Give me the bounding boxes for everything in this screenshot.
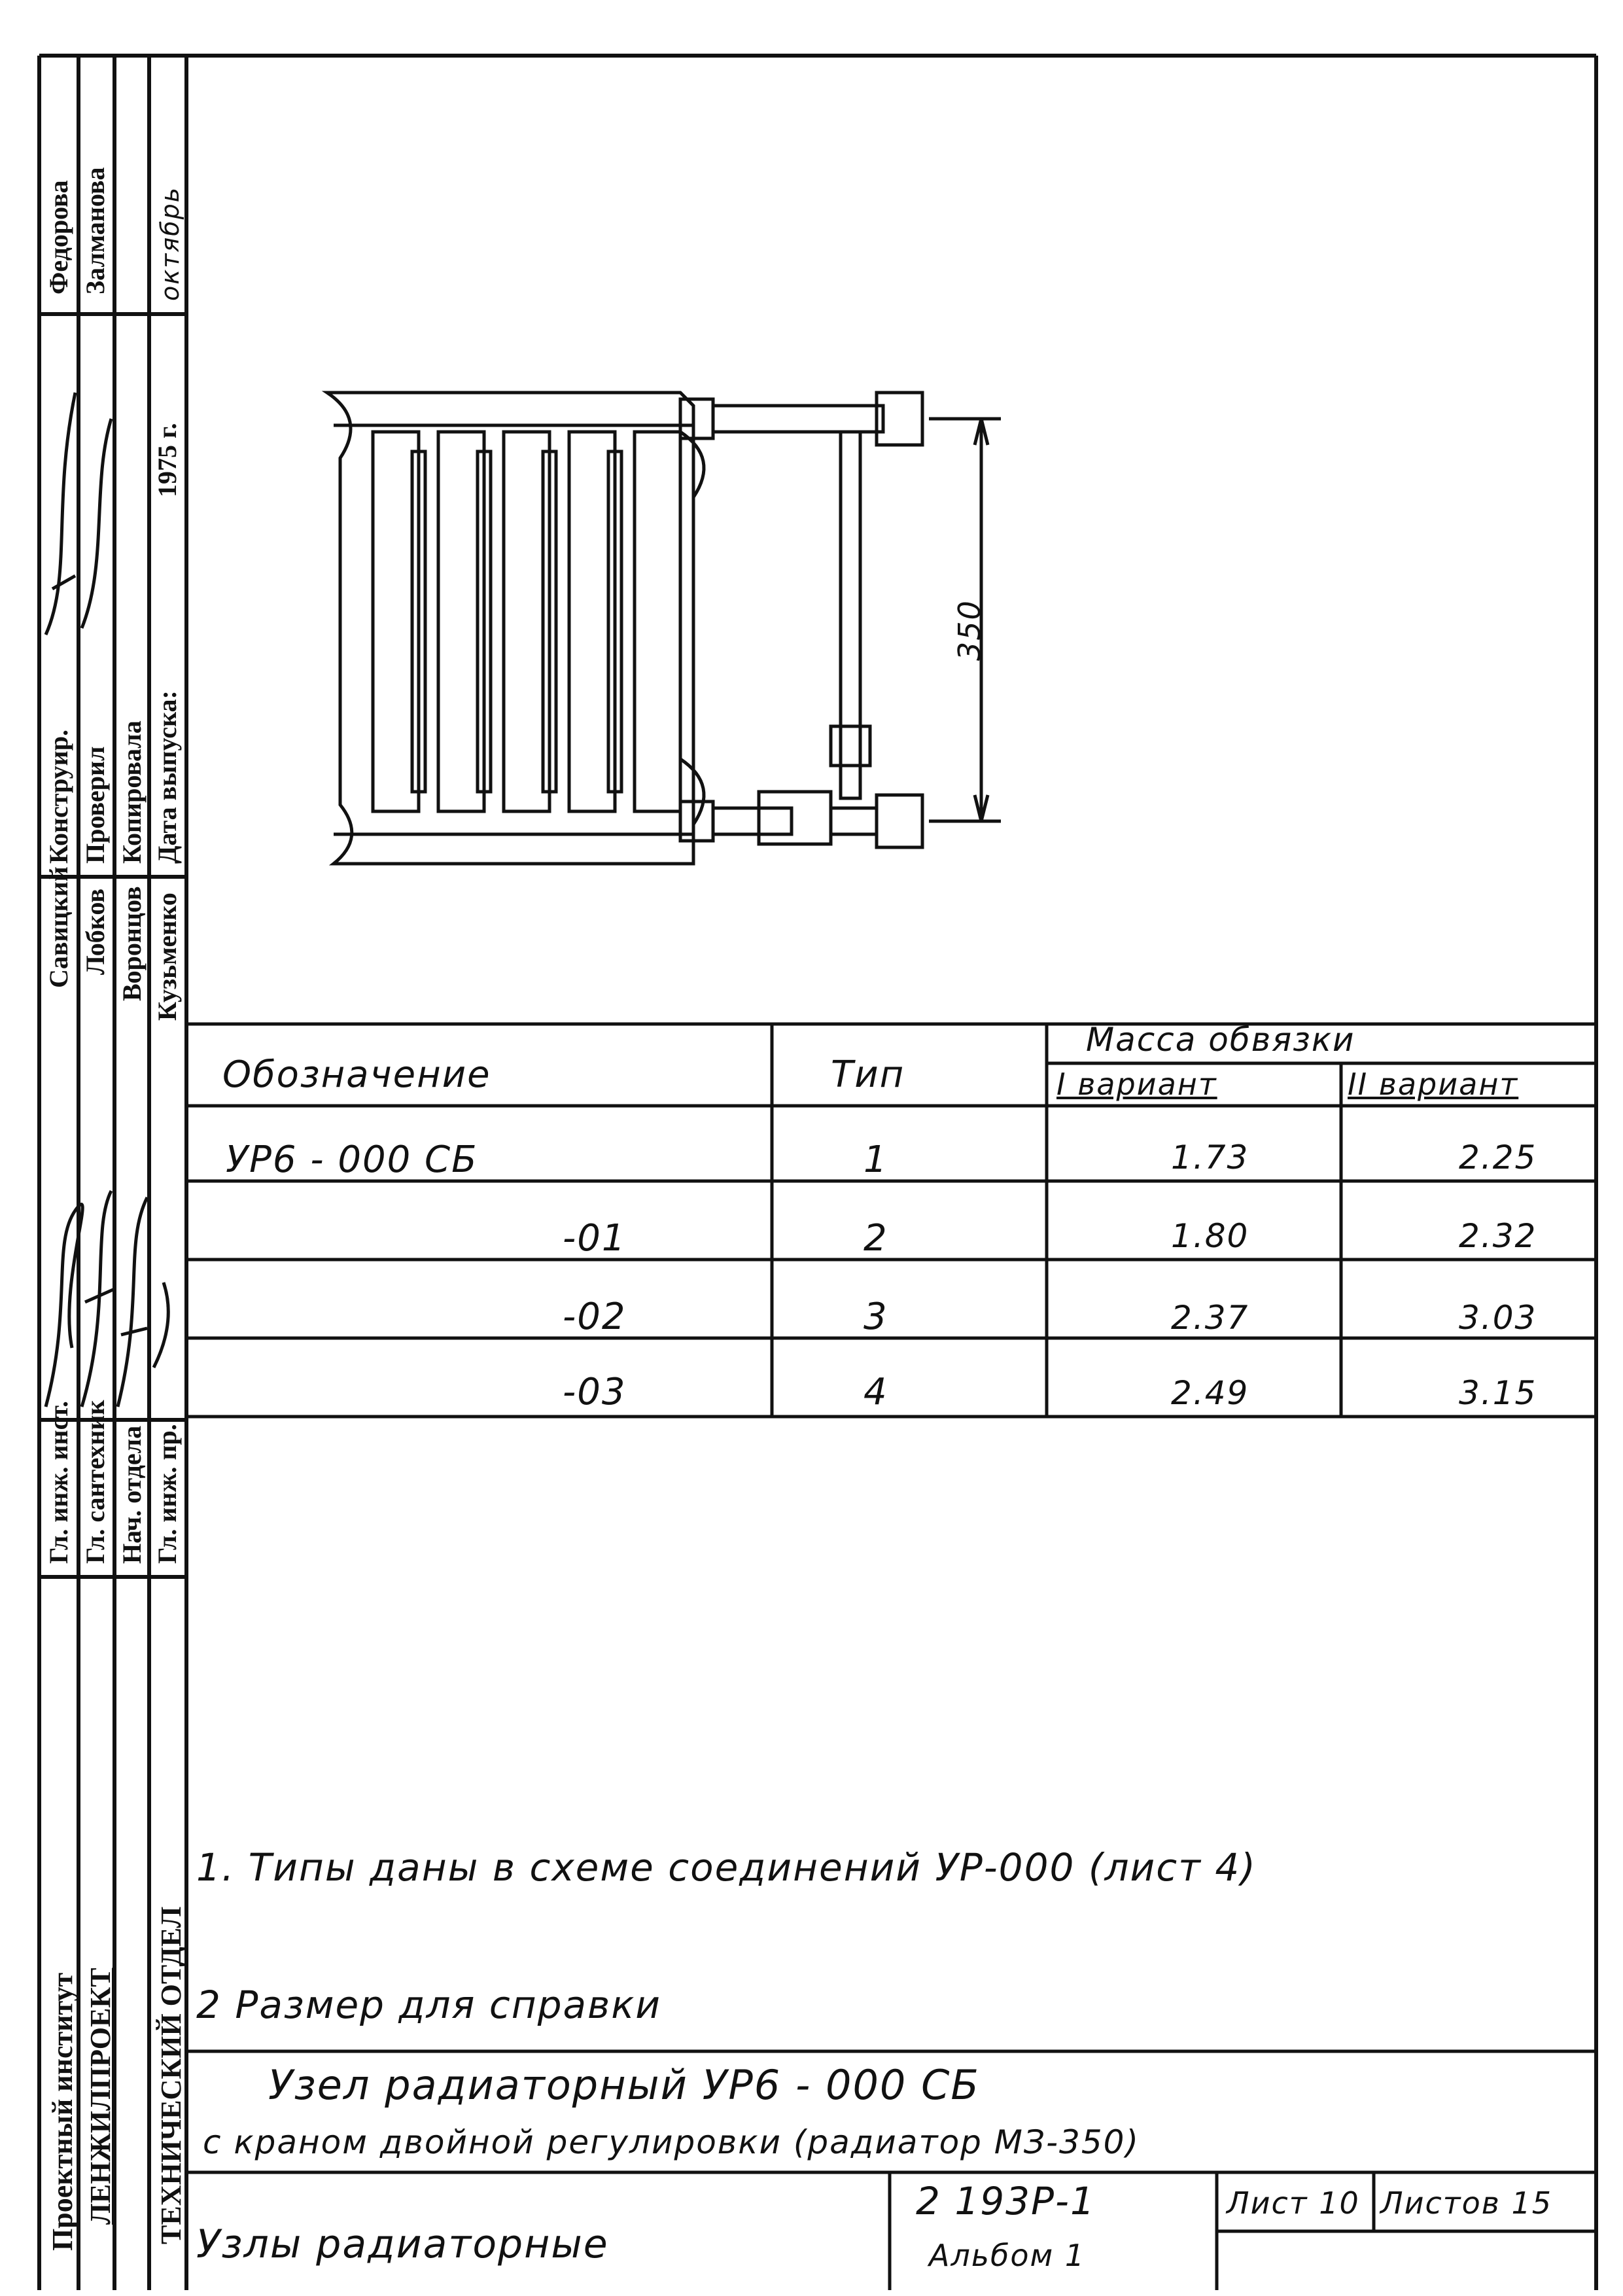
sheets-total: Листов 15 (1380, 2185, 1552, 2221)
stamp-role-4: Гл. инж. пр. (152, 1424, 182, 1564)
header-designation: Обозначение (222, 1053, 491, 1096)
title-line1: Узел радиаторный УР6 - 000 СБ (268, 2061, 980, 2109)
stamp-name-2: Лобков (80, 889, 110, 975)
note-1: 1. Типы даны в схеме соединений УР-000 (лист 4) (196, 1845, 1257, 1890)
stamp-role2-2: Проверил (80, 746, 110, 864)
stamp-institute: Проектный институт (46, 1972, 79, 2251)
row-4-designation: -03 (563, 1371, 627, 1413)
row-1-designation: УР6 - 000 СБ (226, 1139, 478, 1181)
album: Альбом 1 (929, 2238, 1086, 2273)
header-type: Тип (831, 1053, 905, 1096)
row-4-v2: 3.15 (1459, 1374, 1537, 1412)
row-3-designation: -02 (563, 1296, 627, 1338)
title-line2: с краном двойной регулировки (радиатор МЗ-350) (203, 2123, 1140, 2161)
sheet-number: Лист 10 (1227, 2185, 1360, 2221)
stamp-org: ЛЕНЖИЛПРОЕКТ (84, 1968, 116, 2225)
stamp-role-3: Нач. отдела (117, 1425, 147, 1564)
row-2-v1: 1.80 (1171, 1217, 1249, 1255)
row-1-type: 1 (864, 1139, 888, 1181)
row-3-type: 3 (864, 1296, 888, 1338)
stamp-name-4: Кузьменко (152, 892, 182, 1021)
stamp-release-year: 1975 г. (152, 423, 182, 497)
stamp-role-1: Гл. инж. инст. (44, 1401, 73, 1564)
row-2-designation: -01 (563, 1217, 627, 1260)
series-name: Узлы радиаторные (196, 2221, 609, 2267)
stamp-name2-2: Залманова (80, 167, 110, 294)
stamp-role2-3: Копировала (117, 720, 147, 864)
row-1-v2: 2.25 (1459, 1139, 1537, 1176)
stamp-release-month: октябрь (156, 186, 184, 301)
doc-number: 2 193Р-1 (916, 2179, 1096, 2223)
stamp-name2-1: Федорова (44, 180, 73, 294)
header-variant1: I вариант (1056, 1067, 1217, 1102)
stamp-role2-4: Дата выпуска: (152, 690, 182, 864)
stamp-role-2: Гл. сантехник (80, 1400, 110, 1564)
row-4-v1: 2.49 (1171, 1374, 1249, 1412)
stamp-name-1: Савицкий (44, 866, 73, 988)
row-1-v1: 1.73 (1171, 1139, 1249, 1176)
header-mass: Масса обвязки (1086, 1021, 1355, 1059)
stamp-name-3: Воронцов (117, 886, 147, 1001)
row-3-v1: 2.37 (1171, 1299, 1249, 1337)
stamp-role2-1: Конструир. (44, 730, 73, 864)
stamp-department: ТЕХНИЧЕСКИЙ ОТДЕЛ (155, 1906, 187, 2244)
row-3-v2: 3.03 (1459, 1299, 1537, 1337)
dimension-label: 350 (952, 599, 987, 661)
row-2-v2: 2.32 (1459, 1217, 1537, 1255)
row-2-type: 2 (864, 1217, 888, 1260)
note-2: 2 Размер для справки (196, 1983, 661, 2027)
row-4-type: 4 (864, 1371, 888, 1413)
header-variant2: II вариант (1348, 1067, 1519, 1102)
